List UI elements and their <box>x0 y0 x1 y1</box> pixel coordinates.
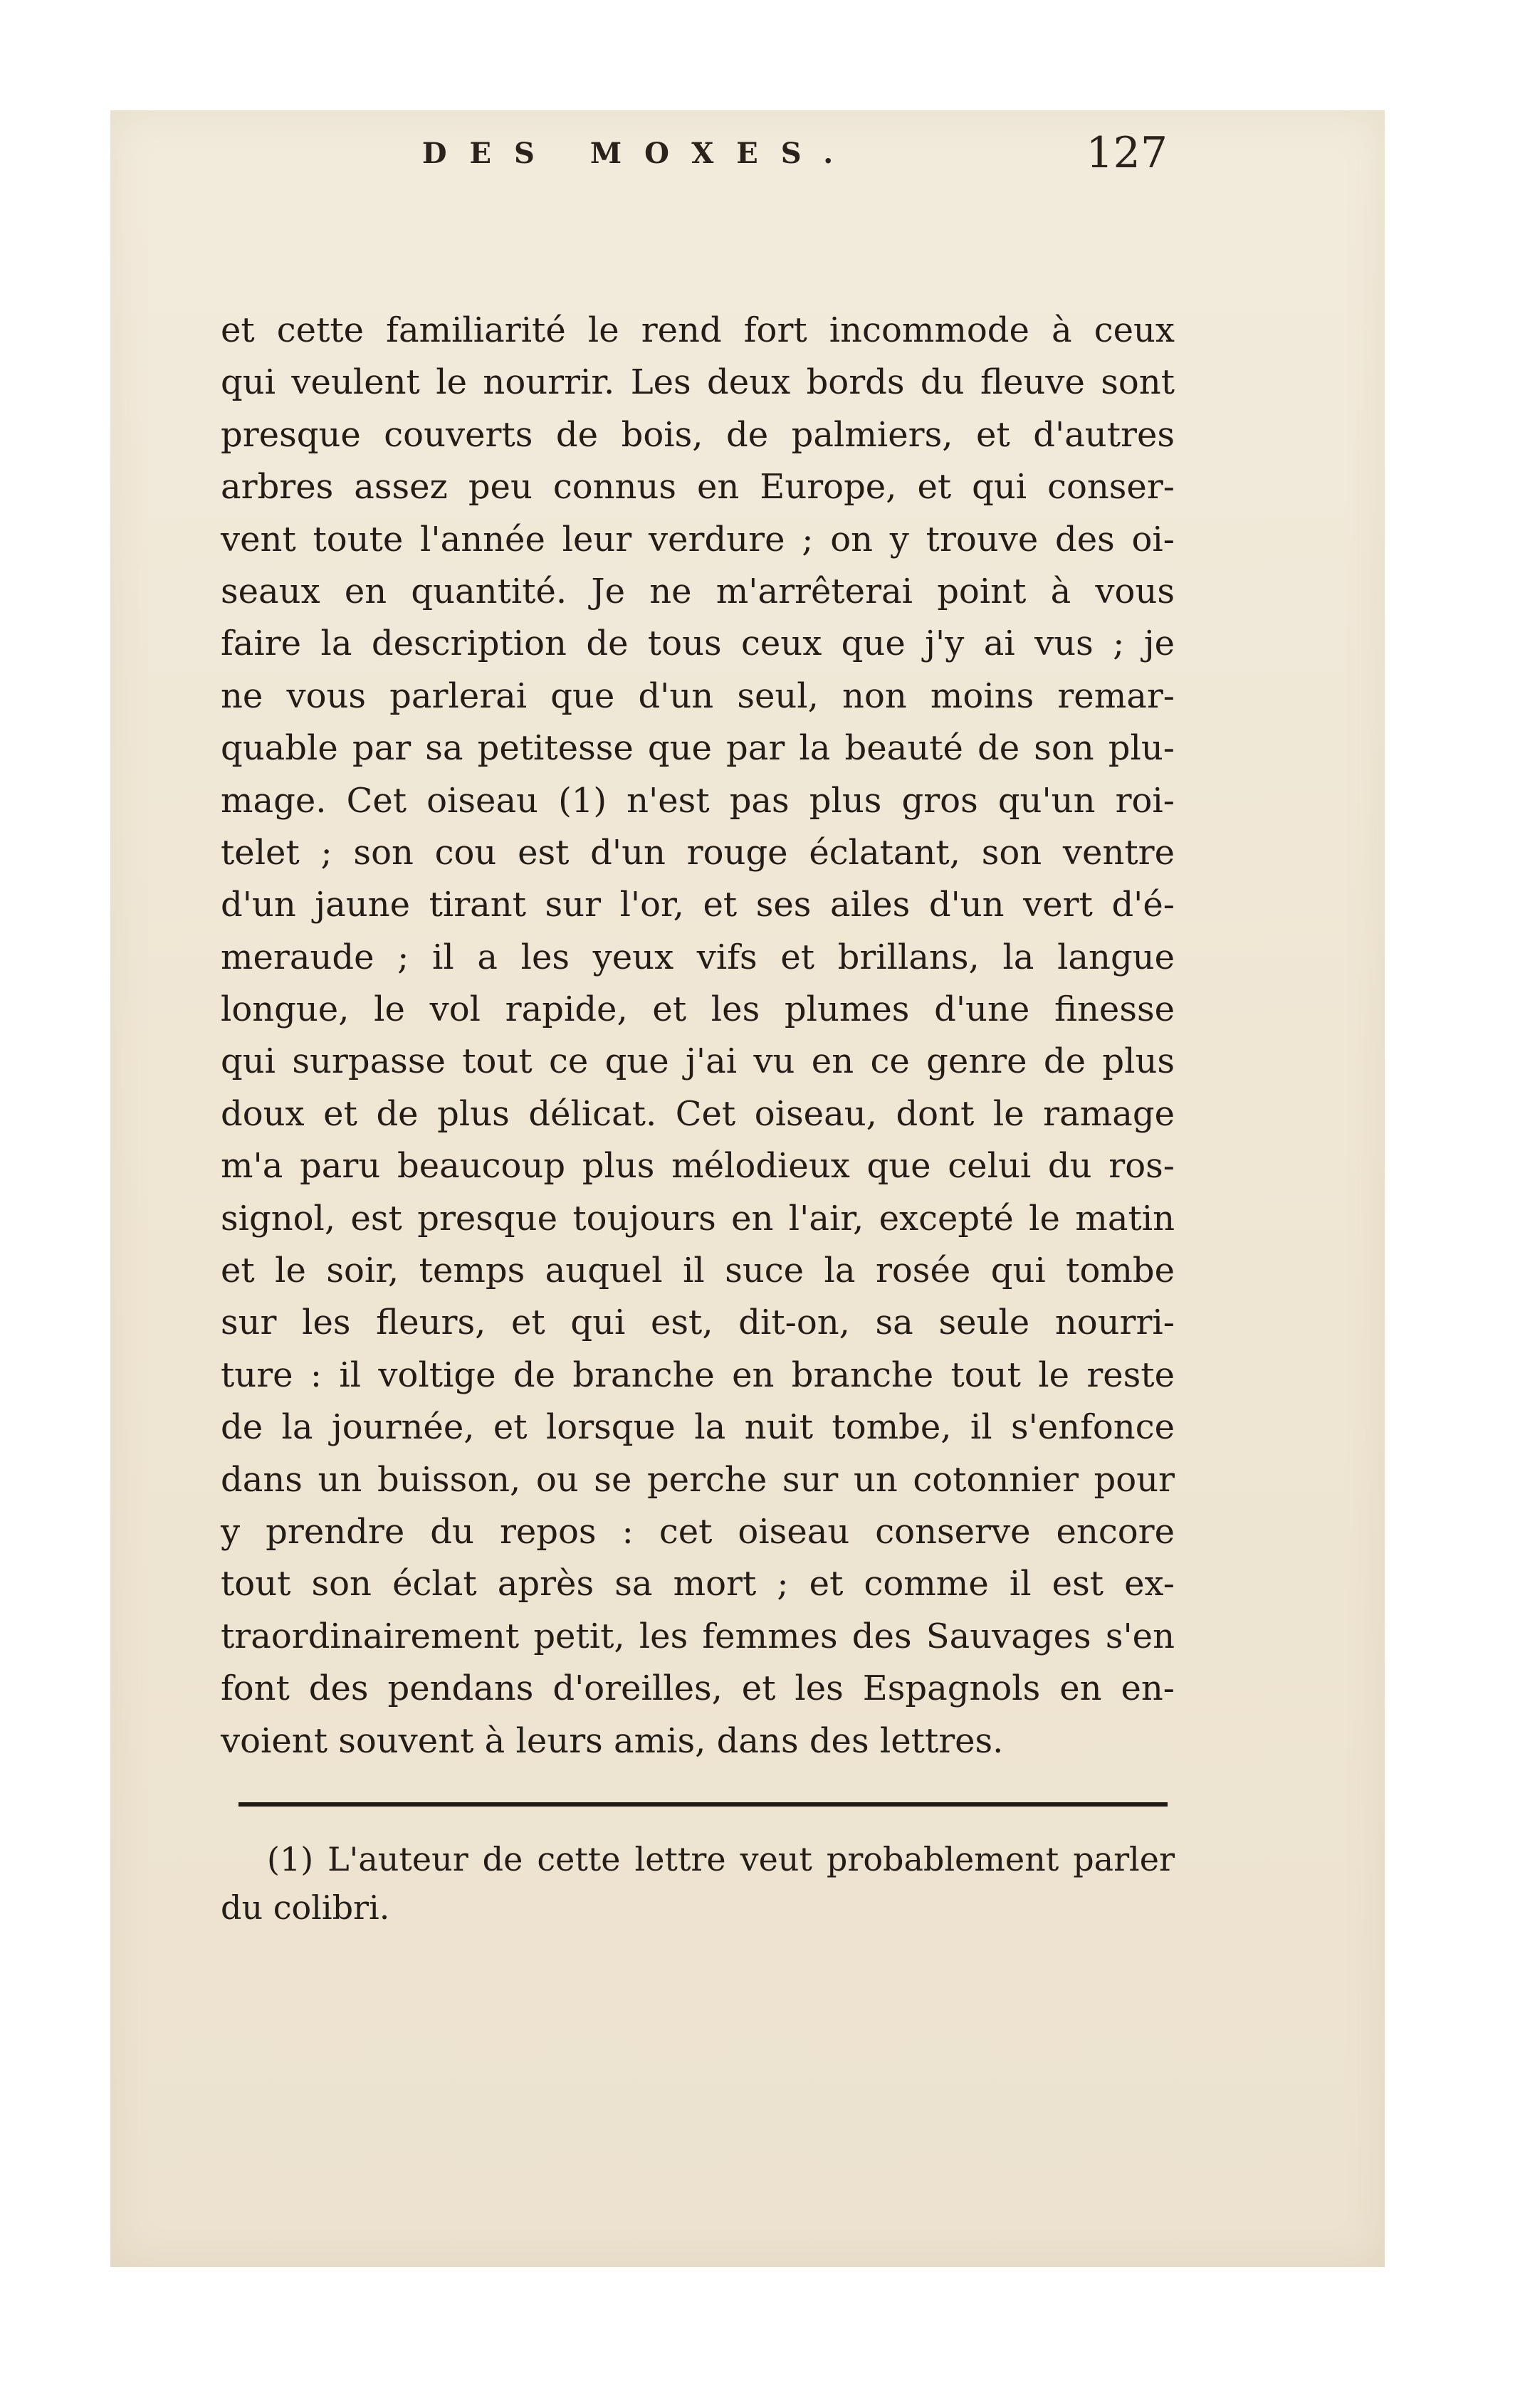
text-line: arbres assez peu connus en Europe, et qui conser- <box>221 467 1175 508</box>
text-line: mage. Cet oiseau (1) n'est pas plus gros qu'un roi- <box>221 780 1175 821</box>
running-head <box>110 128 1168 192</box>
text-line: sur les fleurs, et qui est, dit-on, sa seule nourri- <box>221 1303 1175 1343</box>
text-line: seaux en quantité. Je ne m'arrêterai point à vous <box>221 571 1175 611</box>
text-line: telet ; son cou est d'un rouge éclatant, son ventre <box>221 832 1175 873</box>
text-line: y prendre du repos : cet oiseau conserve encore <box>221 1511 1175 1552</box>
text-line: qui surpasse tout ce que j'ai vu en ce genre de plus <box>221 1041 1175 1082</box>
text-line: vent toute l'année leur verdure ; on y trouve des oi- <box>221 519 1175 559</box>
body-text <box>221 305 1175 1767</box>
text-line: tout son éclat après sa mort ; et comme il est ex- <box>221 1564 1175 1604</box>
text-line: et cette familiarité le rend fort incommode à ceux <box>221 310 1175 350</box>
text-line: quable par sa petitesse que par la beauté de son plu- <box>221 728 1175 769</box>
footnote <box>221 1835 1175 1932</box>
footnote-line: du colibri. <box>221 1888 390 1927</box>
text-line: meraude ; il a les yeux vifs et brillans, la langue <box>221 937 1175 977</box>
footnote-line: (1) L'auteur de cette lettre veut probablement parler <box>267 1840 1175 1878</box>
text-line: qui veulent le nourrir. Les deux bords du fleuve sont <box>221 362 1175 403</box>
text-line: et le soir, temps auquel il suce la rosée qui tombe <box>221 1251 1175 1291</box>
text-line: signol, est presque toujours en l'air, excepté le matin <box>221 1198 1175 1239</box>
text-line: dans un buisson, ou se perche sur un cotonnier pour <box>221 1459 1175 1500</box>
text-line: ne vous parlerai que d'un seul, non moins remar- <box>221 675 1175 716</box>
text-line: presque couverts de bois, de palmiers, et d'autres <box>221 414 1175 455</box>
page-number: 127 <box>1086 128 1168 178</box>
text-line: faire la description de tous ceux que j'y ai vus ; je <box>221 624 1175 664</box>
text-line: font des pendans d'oreilles, et les Espagnols en en- <box>221 1668 1175 1709</box>
text-line: doux et de plus délicat. Cet oiseau, dont le ramage <box>221 1093 1175 1134</box>
text-line: longue, le vol rapide, et les plumes d'une finesse <box>221 989 1175 1030</box>
text-line: ture : il voltige de branche en branche tout le reste <box>221 1355 1175 1395</box>
text-line: voient souvent à leurs amis, dans des lettres. <box>221 1720 1004 1761</box>
text-line: de la journée, et lorsque la nuit tombe, il s'enfonce <box>221 1407 1175 1448</box>
text-line: traordinairement petit, les femmes des Sauvages s'en <box>221 1616 1175 1656</box>
text-line: m'a paru beaucoup plus mélodieux que celui du ros- <box>221 1146 1175 1187</box>
footnote-rule <box>238 1802 1168 1807</box>
running-title: DES MOXES. <box>421 137 856 170</box>
text-line: d'un jaune tirant sur l'or, et ses ailes d'un vert d'é- <box>221 885 1175 925</box>
